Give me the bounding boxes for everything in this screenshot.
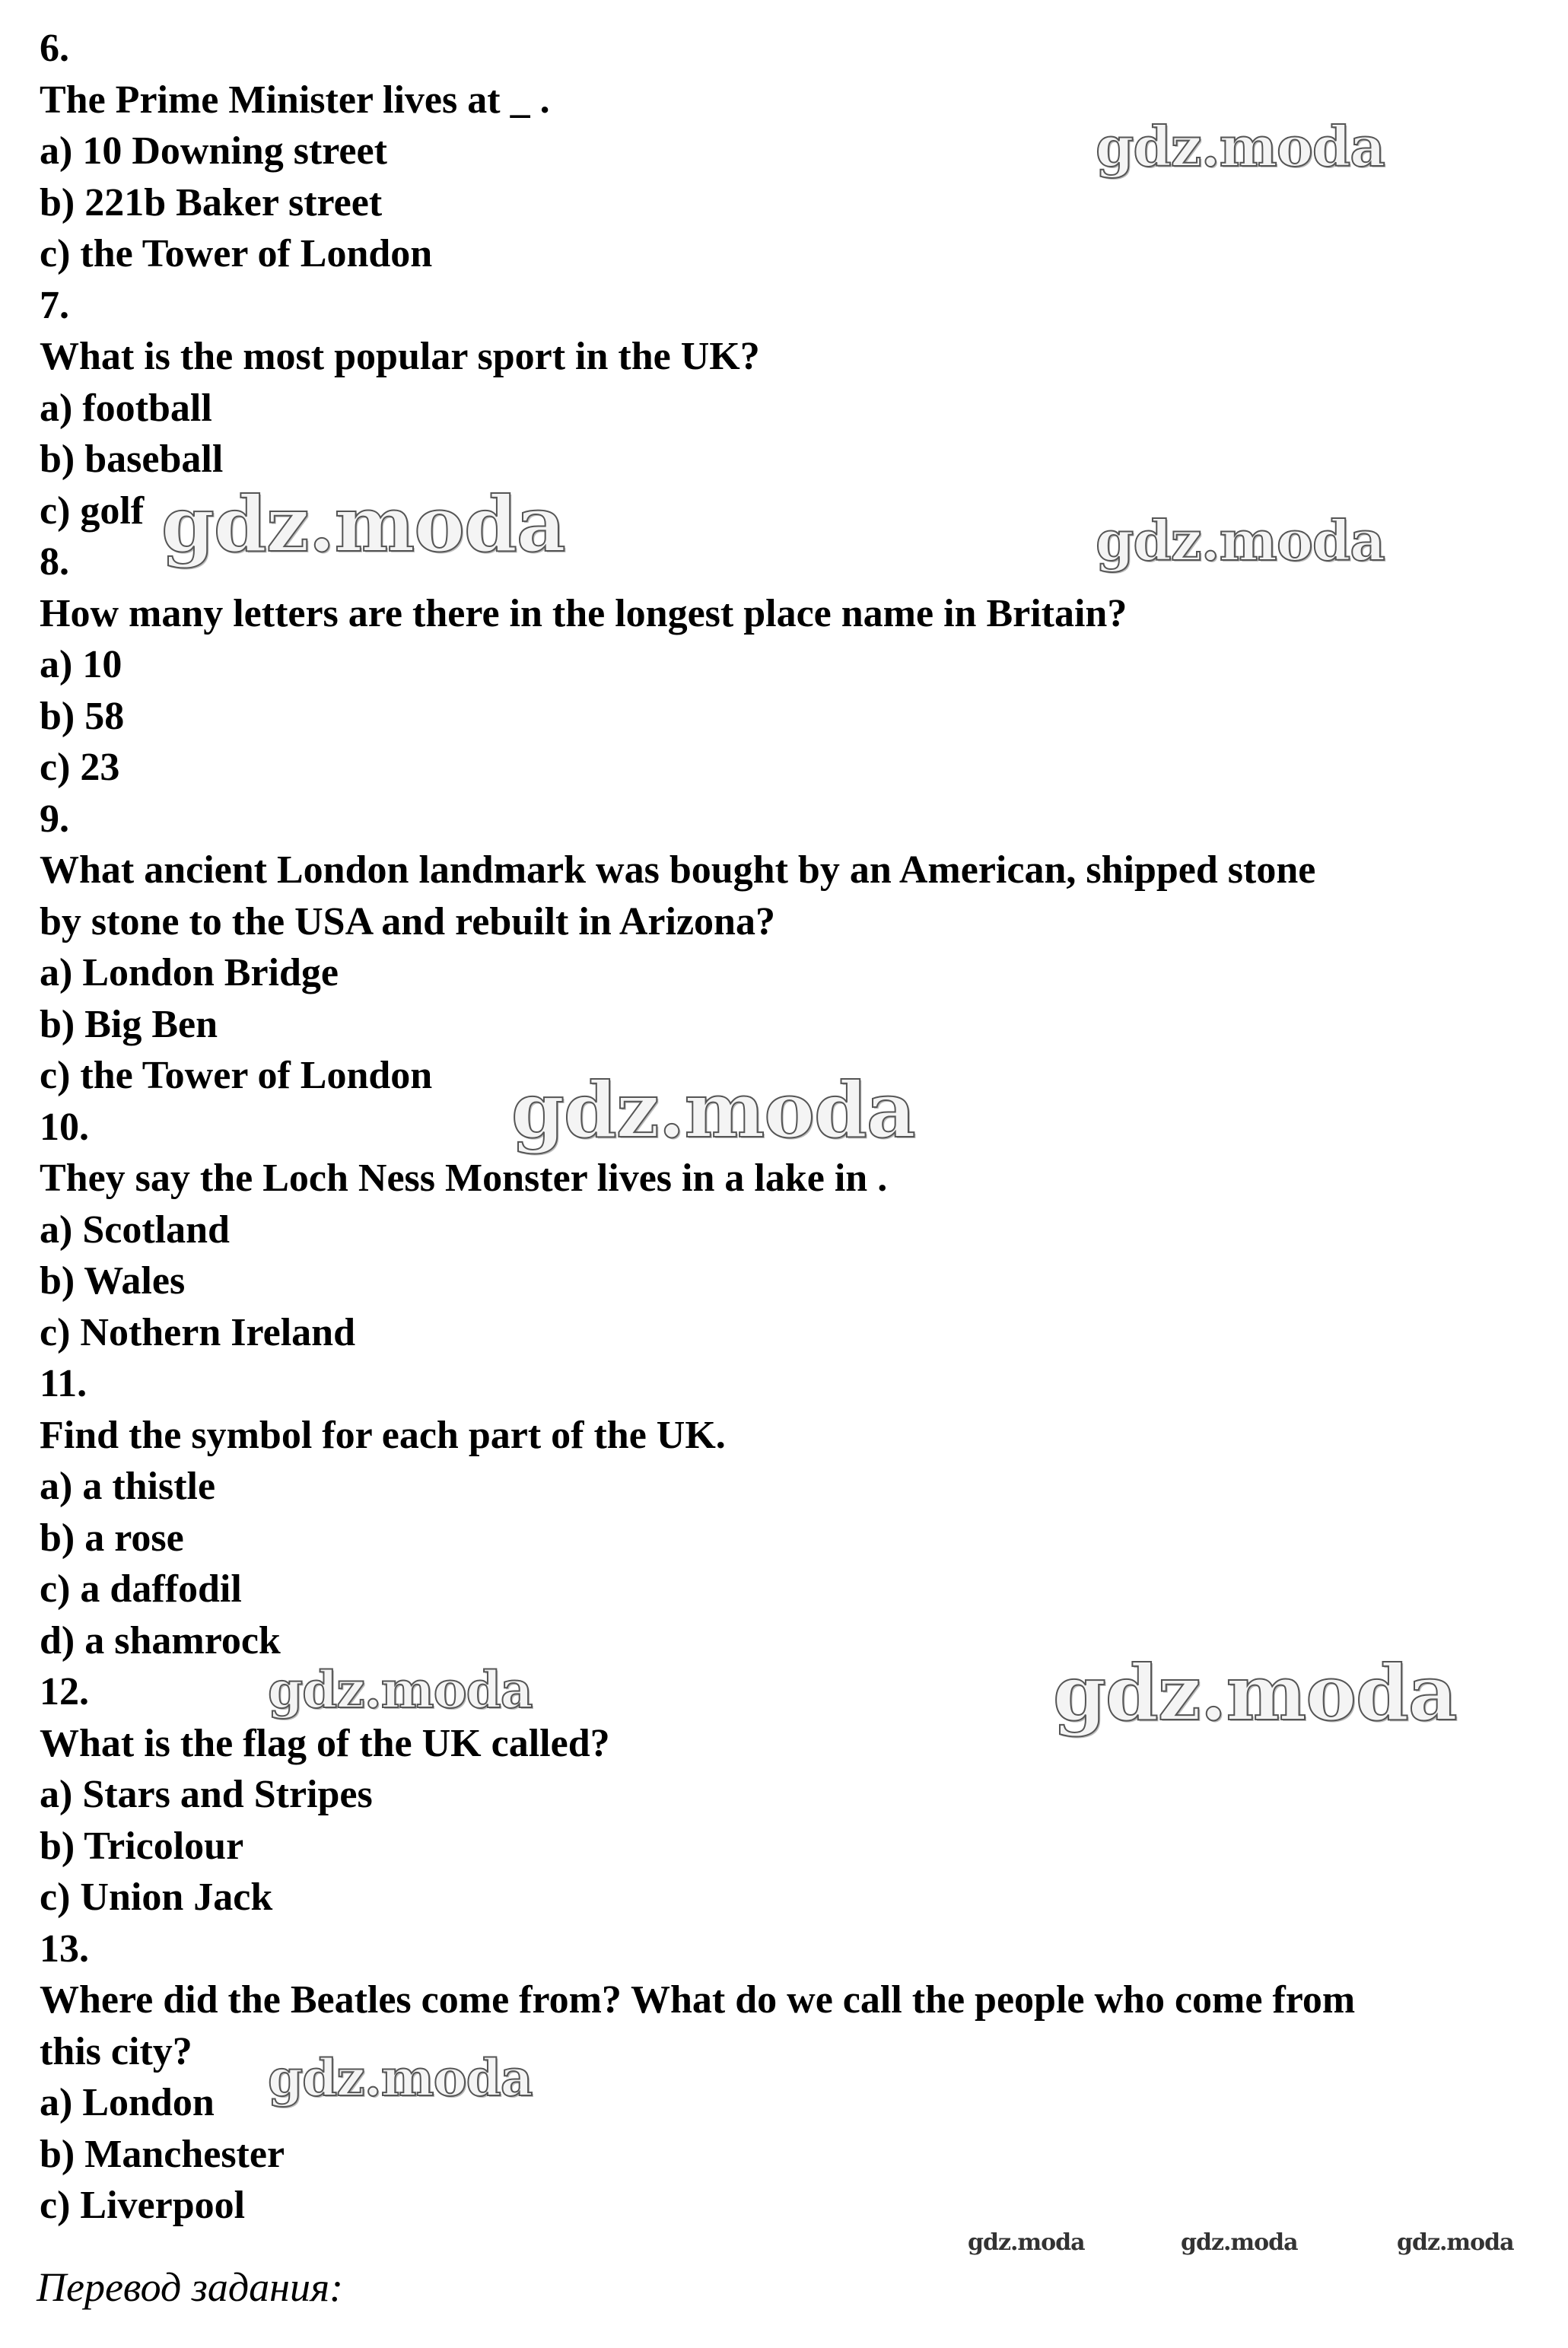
question-number: 12.: [40, 1670, 89, 1713]
question-text: How many letters are there in the longest place name in Britain?: [40, 591, 1127, 635]
answer-option: a) Scotland: [40, 1207, 230, 1252]
question-text: What ancient London landmark was bought by an American, shipped stone: [40, 848, 1316, 892]
question-number: 11.: [40, 1362, 87, 1405]
watermark: gdz.moda: [1397, 2229, 1514, 2256]
watermark: gdz.moda: [511, 1065, 915, 1155]
question-text: They say the Loch Ness Monster lives in a lake in .: [40, 1157, 888, 1200]
question-number: 10.: [40, 1105, 89, 1149]
answer-option: a) football: [40, 386, 212, 430]
answer-option: c) Union Jack: [40, 1876, 273, 1919]
question-number: 6.: [40, 27, 69, 70]
answer-option: c) a daffodil: [40, 1567, 242, 1611]
answer-option: b) 221b Baker street: [40, 180, 383, 224]
answer-option: a) London Bridge: [40, 951, 339, 994]
question-text: Find the symbol for each part of the UK.: [40, 1413, 726, 1457]
answer-option: a) 10: [40, 643, 122, 686]
answer-option: b) Wales: [40, 1259, 186, 1303]
answer-option: b) Manchester: [40, 2132, 285, 2176]
question-text: this city?: [40, 2029, 192, 2073]
answer-option: a) London: [40, 2081, 215, 2124]
answer-option: c) the Tower of London: [40, 232, 433, 275]
answer-option: b) a rose: [40, 1516, 184, 1560]
answer-option: c) Liverpool: [40, 2184, 246, 2227]
question-text: by stone to the USA and rebuilt in Arizona?: [40, 899, 775, 943]
answer-option: b) Big Ben: [40, 1002, 218, 1046]
translation-heading: Перевод задания:: [37, 2264, 344, 2310]
question-number: 8.: [40, 540, 69, 584]
answer-option: b) 58: [40, 694, 125, 738]
answer-option: c) Nothern Ireland: [40, 1310, 356, 1354]
answer-option: b) Tricolour: [40, 1824, 244, 1868]
question-text: What is the flag of the UK called?: [40, 1721, 610, 1765]
question-text: The Prime Minister lives at _ .: [40, 78, 550, 122]
question-text: What is the most popular sport in the UK?: [40, 335, 760, 378]
question-number: 7.: [40, 283, 69, 327]
answer-option: a) Stars and Stripes: [40, 1773, 373, 1816]
answer-option: a) 10 Downing street: [40, 129, 387, 173]
answer-option: b) baseball: [40, 437, 224, 481]
watermark: gdz.moda: [161, 479, 565, 569]
watermark: gdz.moda: [1096, 114, 1385, 179]
answer-option: c) 23: [40, 746, 120, 789]
watermark: gdz.moda: [1181, 2229, 1298, 2256]
question-number: 13.: [40, 1926, 89, 1971]
question-number: 9.: [40, 797, 69, 841]
watermark: gdz.moda: [968, 2229, 1085, 2256]
answer-option: a) a thistle: [40, 1465, 216, 1508]
answer-option: c) golf: [40, 488, 145, 533]
watermark: gdz.moda: [1096, 508, 1385, 573]
watermark: gdz.moda: [268, 2048, 533, 2108]
question-text: Where did the Beatles come from? What do we call the people who come from: [40, 1978, 1356, 2022]
watermark: gdz.moda: [1053, 1648, 1457, 1738]
watermark: gdz.moda: [268, 1660, 533, 1720]
answer-option: c) the Tower of London: [40, 1054, 433, 1097]
answer-option: d) a shamrock: [40, 1618, 281, 1662]
